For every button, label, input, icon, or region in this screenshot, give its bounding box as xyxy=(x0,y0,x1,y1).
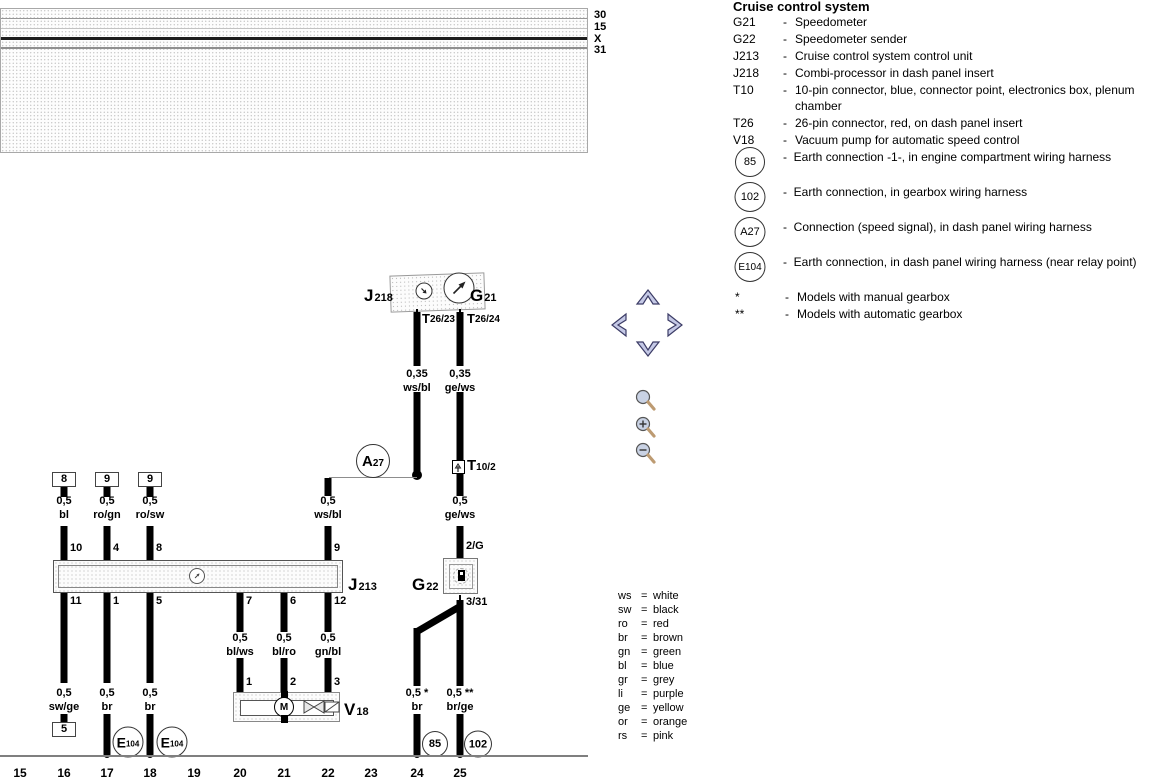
terminal-box-8: 8 xyxy=(52,472,76,487)
legend-desc: Earth connection -1-, in engine compartment wiring harness xyxy=(793,150,1112,164)
wiring-diagram-page: 30 15 X 31 Cruise control system G21 - Speedometer G22 - Speedometer sender J213 - Cruise control system control unit J218 - Combi-processor in dash panel insert T10 - 10-pin connector, blue, connector point, electronics box, plenum chamber T26 - 26-pin connector, red, on dash panel insert V18 - Vacuum pump for automatic speed control 85 - Earth connection -1-, in engine compartment wiring harness 102 - Earth connection, in gearbox wiring harness A27 - Connection (speed signal), in dash panel wiring harness E104 - Earth connection, in dash panel wiring harness (near relay point) * - Models with manual gearbox ** - Models with automatic gearbox J 218 G 21 T 26/23 T 26/24 A 27 T 10/2 8 9 9 0,35 ws/bl 0,35 ge/ws 0,5 bl 0,5 ro/gn 0,5 ro/sw 0,5 ws/bl 0,5 ge/ws 0,5 sw/ge 0,5 br 0,5 br 0,5 bl/ws 0,5 bl/ro 0,5 gn/bl 0,5 * br 0,5 ** br/ge 10 4 8 9 J 213 11 1 5 7 6 12 2/G G 22 3/31 1 2 3 M V 18 5 E 104 E 104 85 102 15 16 17 18 19 20 21 22 23 24 25 ws = white sw = black ro = red br = brown gn = green bl = blue gr = grey li = purple ge = yellow or = orange rs = pink xyxy=(0,0,1173,784)
pin-tick xyxy=(149,550,151,558)
pan-right-button[interactable] xyxy=(665,311,685,344)
pin-tick xyxy=(239,681,241,689)
legend-note-desc: Models with automatic gearbox xyxy=(797,307,963,321)
legend-dash: - xyxy=(785,290,789,304)
legend-desc: Combi-processor in dash panel insert xyxy=(795,66,994,80)
pin-number: 7 xyxy=(246,595,253,607)
wire-label: 0,5 bl/ws xyxy=(226,632,254,658)
wire-label: 0,5 ws/bl xyxy=(314,495,342,521)
component-label-v18: V 18 xyxy=(344,700,369,719)
bus-panel xyxy=(0,8,588,153)
pin-tick xyxy=(283,594,285,602)
wire-label: 0,5 bl/ro xyxy=(272,632,296,658)
bus-label-x: X xyxy=(594,33,602,45)
connector-t10-symbol xyxy=(452,460,465,474)
chevron-up-icon xyxy=(634,287,662,307)
pan-up-button[interactable] xyxy=(634,287,662,312)
pin-tick xyxy=(327,550,329,558)
sender-g22-core-dot xyxy=(460,572,463,575)
pin-number: 10 xyxy=(70,542,83,554)
earth-e104-symbol: E 104 xyxy=(113,727,144,758)
legend-note-symbol: ** xyxy=(735,307,745,321)
chevron-right-icon xyxy=(665,311,685,339)
pin-tick xyxy=(327,681,329,689)
wire xyxy=(414,312,421,366)
legend-code: G21 xyxy=(733,15,756,29)
wire-label: 0,5 * br xyxy=(405,687,429,713)
grid-number: 16 xyxy=(57,766,71,780)
grid-number: 18 xyxy=(143,766,157,780)
legend-ground-e104-icon: E104 xyxy=(735,252,766,282)
grid-number: 19 xyxy=(187,766,201,780)
legend-code: J218 xyxy=(733,66,760,80)
legend-code: J213 xyxy=(733,49,760,63)
legend-desc: Earth connection, in dash panel wiring harness (near relay point) xyxy=(793,255,1137,269)
legend-dash: - xyxy=(783,49,787,63)
grid-number: 23 xyxy=(364,766,378,780)
pin-tick xyxy=(327,594,329,602)
wire-label: 0,5 ro/gn xyxy=(93,495,121,521)
legend-code: T26 xyxy=(733,116,754,130)
pin-tick xyxy=(63,550,65,558)
wire xyxy=(457,474,464,496)
legend-dash: - xyxy=(783,150,787,164)
legend-ground-desc-row xyxy=(783,184,1173,200)
wire xyxy=(414,392,421,473)
legend-desc: Speedometer xyxy=(795,15,868,29)
bus-label-30: 30 xyxy=(594,9,607,21)
pin-tick xyxy=(149,594,151,602)
legend-dash: - xyxy=(783,116,787,130)
grid-number: 24 xyxy=(410,766,424,780)
legend-dash: - xyxy=(783,220,787,234)
pin-number: 8 xyxy=(156,542,163,554)
wire-label: 0,5 br xyxy=(99,687,115,713)
magnifier-minus-icon xyxy=(633,441,659,467)
bus-line-15 xyxy=(1,28,587,29)
motor-symbol: M xyxy=(274,697,294,717)
pin-number: 2/G xyxy=(466,540,484,552)
terminal-box-9a: 9 xyxy=(95,472,119,487)
grid-number: 22 xyxy=(321,766,335,780)
legend-desc: 10-pin connector, blue, connector point, electronics box, plenum chamber xyxy=(795,83,1135,113)
component-label-g21: G 21 xyxy=(470,286,497,305)
bus-label-31: 31 xyxy=(594,44,607,56)
pin-number: 1 xyxy=(113,595,120,607)
wire-label: 0,5 gn/bl xyxy=(314,632,342,658)
legend-note-symbol: * xyxy=(735,290,740,304)
pin-tick xyxy=(459,595,461,603)
wire-label: 0,35 ws/bl xyxy=(403,368,431,394)
connector-label-t26-23: T 26/23 xyxy=(422,311,455,326)
legend-note-desc: Models with manual gearbox xyxy=(797,290,950,304)
wire xyxy=(147,714,154,758)
pin-number: 9 xyxy=(334,542,341,554)
chevron-down-icon xyxy=(634,339,662,359)
legend-desc: Speedometer sender xyxy=(795,32,908,46)
grid-number: 17 xyxy=(100,766,114,780)
component-label-j218: J 218 xyxy=(364,286,393,305)
legend-ground-desc-row xyxy=(783,254,1173,270)
valve-symbol-icon xyxy=(303,699,341,716)
pin-number: 1 xyxy=(246,676,253,688)
wire xyxy=(457,392,464,461)
wire-label: 0,5 bl xyxy=(56,495,72,521)
earth-rail xyxy=(0,755,588,757)
wire xyxy=(457,714,464,758)
legend-code: G22 xyxy=(733,32,756,46)
control-unit-symbol-icon xyxy=(189,568,205,584)
earth-e104-symbol: E 104 xyxy=(157,727,188,758)
legend-desc: Connection (speed signal), in dash panel wiring harness xyxy=(793,220,1092,234)
connector-label-t26-24: T 26/24 xyxy=(467,311,500,326)
legend-ground-desc-row xyxy=(783,149,1173,165)
earth-102-symbol: 102 xyxy=(464,731,492,758)
legend-dash: - xyxy=(783,133,787,147)
wire xyxy=(104,593,111,683)
pan-down-button[interactable] xyxy=(634,339,662,364)
connection-a27-symbol: A 27 xyxy=(356,444,390,478)
motor-stub-bottom xyxy=(281,715,288,723)
zoom-out-button[interactable] xyxy=(633,441,659,472)
wire-label: 0,35 ge/ws xyxy=(444,368,476,394)
terminal-box-5: 5 xyxy=(52,722,76,737)
wire-diagonal xyxy=(405,598,475,638)
legend-dash: - xyxy=(783,83,787,97)
bus-line-30 xyxy=(1,18,587,19)
legend-desc: 26-pin connector, red, on dash panel insert xyxy=(795,116,1023,130)
grid-number: 15 xyxy=(13,766,27,780)
wire-label: 0,5 sw/ge xyxy=(48,687,80,713)
sender-g22-body xyxy=(443,558,478,594)
legend-code: V18 xyxy=(733,133,755,147)
pin-number: 3/31 xyxy=(466,596,488,608)
legend-title: Cruise control system xyxy=(733,0,870,14)
legend-dash: - xyxy=(785,307,789,321)
component-label-j213: J 213 xyxy=(348,575,377,594)
bus-label-15: 15 xyxy=(594,21,607,33)
legend-dash: - xyxy=(783,32,787,46)
legend-ground-102-icon: 102 xyxy=(735,182,766,212)
pin-number: 2 xyxy=(290,676,297,688)
bus-line-x xyxy=(1,37,587,40)
pin-tick xyxy=(459,549,461,557)
wire xyxy=(147,593,154,683)
pin-number: 6 xyxy=(290,595,297,607)
wire xyxy=(104,714,111,758)
wire-label: 0,5 ** br/ge xyxy=(446,687,474,713)
bus-line-31 xyxy=(1,47,587,49)
wire xyxy=(414,714,421,758)
sender-symbol-icon xyxy=(416,283,433,300)
legend-desc: Vacuum pump for automatic speed control xyxy=(795,133,1020,147)
legend-dash: - xyxy=(783,15,787,29)
sender-g22-core xyxy=(458,570,465,581)
pin-number: 12 xyxy=(334,595,347,607)
magnifier-plus-icon xyxy=(633,415,659,441)
pin-tick xyxy=(63,594,65,602)
grid-number: 21 xyxy=(277,766,291,780)
component-label-g22: G 22 xyxy=(412,575,439,594)
pin-tick xyxy=(106,550,108,558)
wire-label: 0,5 ro/sw xyxy=(135,495,165,521)
legend-dash: - xyxy=(783,255,787,269)
pin-tick xyxy=(106,594,108,602)
pin-number: 11 xyxy=(70,595,82,607)
wire-label: 0,5 ge/ws xyxy=(444,495,476,521)
legend-dash: - xyxy=(783,185,787,199)
pan-left-button[interactable] xyxy=(609,311,629,344)
pin-number: 5 xyxy=(156,595,163,607)
legend-ground-85-icon: 85 xyxy=(735,147,765,177)
earth-85-symbol: 85 xyxy=(422,731,448,757)
terminal-box-9b: 9 xyxy=(138,472,162,487)
pin-number: 4 xyxy=(113,542,120,554)
legend-desc: Cruise control system control unit xyxy=(795,49,973,63)
pin-tick xyxy=(283,681,285,689)
legend-code: T10 xyxy=(733,83,754,97)
magnifier-icon xyxy=(633,388,659,414)
wire-label: 0,5 br xyxy=(142,687,158,713)
wire-junction-dot xyxy=(412,470,422,480)
pin-number: 3 xyxy=(334,676,341,688)
legend-connection-a27-icon: A27 xyxy=(735,217,766,247)
grid-number: 25 xyxy=(453,766,467,780)
legend-ground-desc-row xyxy=(783,219,1173,235)
connector-label-t10-2: T 10/2 xyxy=(467,457,496,474)
pin-tick xyxy=(239,594,241,602)
legend-dash: - xyxy=(783,66,787,80)
chevron-left-icon xyxy=(609,311,629,339)
wire xyxy=(457,312,464,366)
legend-desc: Earth connection, in gearbox wiring harness xyxy=(793,185,1028,199)
wire xyxy=(61,593,68,683)
grid-number: 20 xyxy=(233,766,247,780)
